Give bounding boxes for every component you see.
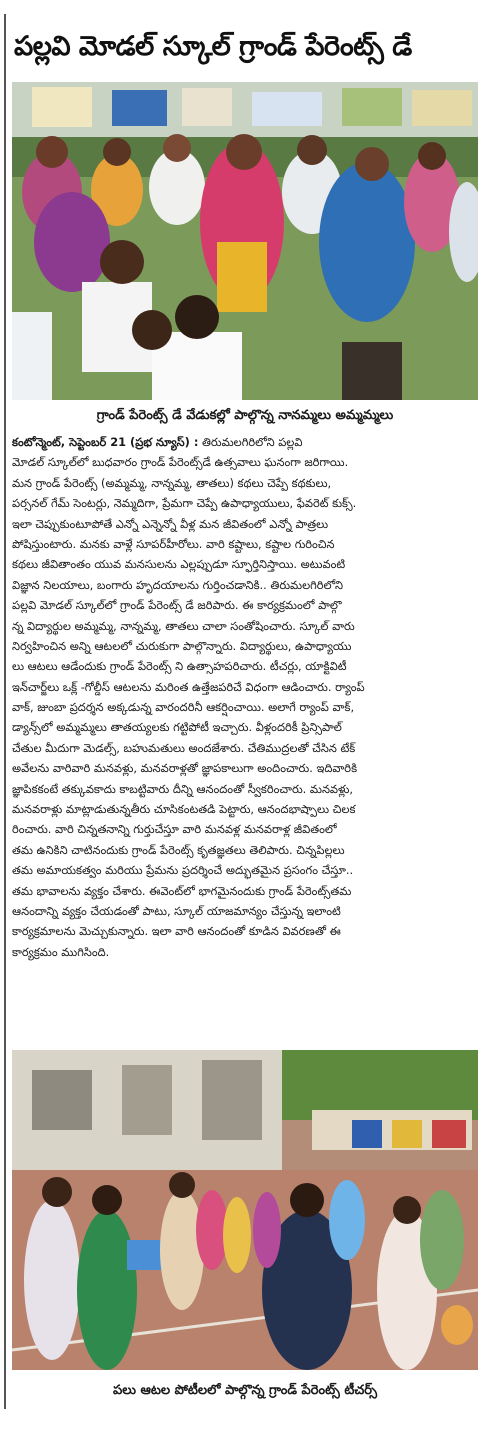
photo-grandparents-audience	[12, 82, 478, 400]
article-body	[12, 432, 478, 1046]
article-line: విజ్ఞాన నిలయాలు, బంగారు హృదయాలను గుర్తించడానికి.. తిరుమలగిరిలోని	[12, 577, 343, 592]
article-line: జ్ఞాపికకంటే తక్కువకాదు కాబట్టివారు దీన్ని ఆనందంతో స్వీకరించారు. మనవళ్లు,	[12, 781, 354, 796]
article-line: లు ఆటలు ఆడేందుకు గ్రాండ్ పేరెంట్స్ ని ఉత్సాహపరిచారు. టీచర్లు, యాక్టివిటీ	[12, 659, 347, 674]
column-rule	[4, 14, 6, 1409]
headline: పల్లవి మోడల్ స్కూల్ గ్రాండ్ పేరెంట్స్ డే	[14, 31, 412, 62]
photo-grandparents-audience-illustration	[12, 82, 478, 400]
photo-games-court-illustration	[12, 1050, 478, 1370]
article-line: న్న విద్యార్థుల అమ్మమ్మ, నాన్నమ్మ, తాతలు చాలా సంతోషించారు. స్కూల్ వారు	[12, 618, 355, 633]
article-line: కార్యక్రమాలను మెచ్చుకున్నారు. ఇలా వారి ఆనందంతో కూడిన వివరణతో ఈ	[12, 924, 341, 939]
dateline: కంటోన్మెంట్, సెప్టెంబర్ 21 (ప్రభ న్యూస్) :	[12, 435, 199, 449]
article-line: పర్సనల్ గేమ్‌ సెంటర్లు, నెమ్మదిగా, ప్రేమగా చెప్పే ఉపాధ్యాయులు, ఫేవరెట్ కుక్స్.	[12, 496, 357, 511]
article-line-1: కంటోన్మెంట్, సెప్టెంబర్ 21 (ప్రభ న్యూస్) : తిరుమలగిరిలోని పల్లవి	[12, 435, 303, 449]
article-line: ఇలా చెప్పుకుంటూపోతే ఎన్నో ఎన్నెన్నో వీళ్ల మన జీవితంలో ఎన్నో పాత్రలు	[12, 516, 329, 531]
article-line: ఇన్‌చార్జ్‌లు ఒక్ల్ -గోల్డీస్ ఆటలను మరింత ఉత్తేజపరిచే విధంగా ఆడించారు. ర్యాంప్	[12, 679, 365, 694]
article-line: డ్యాన్స్‌లో అమ్మమ్మలు తాతయ్యలకు గట్టిపోటీ ఇచ్చారు. వీళ్లందరికీ ప్రిన్సిపాల్	[12, 720, 342, 735]
article-line: కార్యక్రమం ముగిసింది.	[12, 944, 110, 959]
article-line: కథలు జీవితాంతం యువ మనసులను ఎల్లప్పుడూ స్ఫూర్తినిస్తాయి. అటువంటి	[12, 557, 346, 572]
article-line: తమ భావాలను వ్యక్తం చేశారు. ఈవెంట్‌లో భాగమైనందుకు గ్రాండ్ పేరెంట్స్‌తమ	[12, 883, 352, 898]
article-line: తమ ఉనికిని చాటినందుకు గ్రాండ్ పేరెంట్స్ కృతజ్ఞతలు తెలిపారు. చిన్నపిల్లలు	[12, 842, 345, 857]
article-line: మనవరాళ్లు మాట్లాడుతున్నతీరు చూసికంటతడి పెట్టారు, ఆనందభాష్పాలు చిలక	[12, 802, 356, 817]
article-line: రించారు. వారి చిన్నతనాన్ని గుర్తుచేస్తూ వారి మనవళ్ల మనవరాళ్ల జీవితంలో	[12, 822, 337, 837]
article-line: నిర్వహించిన అన్ని ఆటలలో చురుకుగా పాల్గొన్నారు. విద్యార్థులు, ఉపాధ్యాయు	[12, 638, 352, 653]
article-line: మన గ్రాండ్ పేరెంట్స్ (అమ్మమ్మ, నాన్నమ్మ, తాతలు) కథలు చెప్పే కథకులు,	[12, 475, 332, 490]
article-line: వాక్, జుంబా ప్రదర్శన అక్కడున్న వారందరినీ ఆకర్షించాయి. అలాగే ర్యాంప్ వాక్,	[12, 700, 355, 715]
photo2-caption: పలు ఆటల పోటీలలో పాల్గొన్న గ్రాండ్ పేరెంట్స్ టీచర్స్	[112, 1383, 377, 1398]
article-line: మోడల్ స్కూల్‌లో బుధవారం గ్రాండ్ పేరెంట్స్‌డే ఉత్సవాలు ఘనంగా జరిగాయి.	[12, 455, 349, 470]
photo1-caption: గ్రాండ్ పేరెంట్స్ డే వేడుకల్లో పాల్గొన్న నానమ్మలు అమ్మమ్మలు	[96, 408, 394, 423]
article-line: చేతుల మీదుగా మెడల్స్, బహుమతులు అందజేశారు. చేతిముద్రలతో చేసిన టేక్	[12, 740, 356, 755]
photo-games-court	[12, 1050, 478, 1370]
article-line: తమ అమాయకత్వం మరియు ప్రేమను ప్రదర్శించే అద్భుతమైన ప్రసంగం చేస్తూ..	[12, 863, 354, 878]
article-line: ఆనందాన్ని వ్యక్తం చేయడంతో పాటు, స్కూల్ యాజమాన్యం చేస్తున్న ఇలాంటి	[12, 903, 341, 918]
article-line: అవేలను వారివారి మనవళ్లు, మనవరాళ్లతో జ్ఞాపకాలుగా అందించారు. ఇదివారికి	[12, 761, 358, 776]
article-line: పోషిస్తుంటారు. మనకు వాళ్లే సూపర్‌హీరోలు. వారి కష్టాలు, కష్టాల గురించిన	[12, 536, 335, 551]
article-line: పల్లవి మోడల్ స్కూల్‌లో గ్రాండ్ పేరెంట్స్ డే జరిపారు. ఈ కార్యక్రమంలో పాల్గొ	[12, 598, 342, 613]
